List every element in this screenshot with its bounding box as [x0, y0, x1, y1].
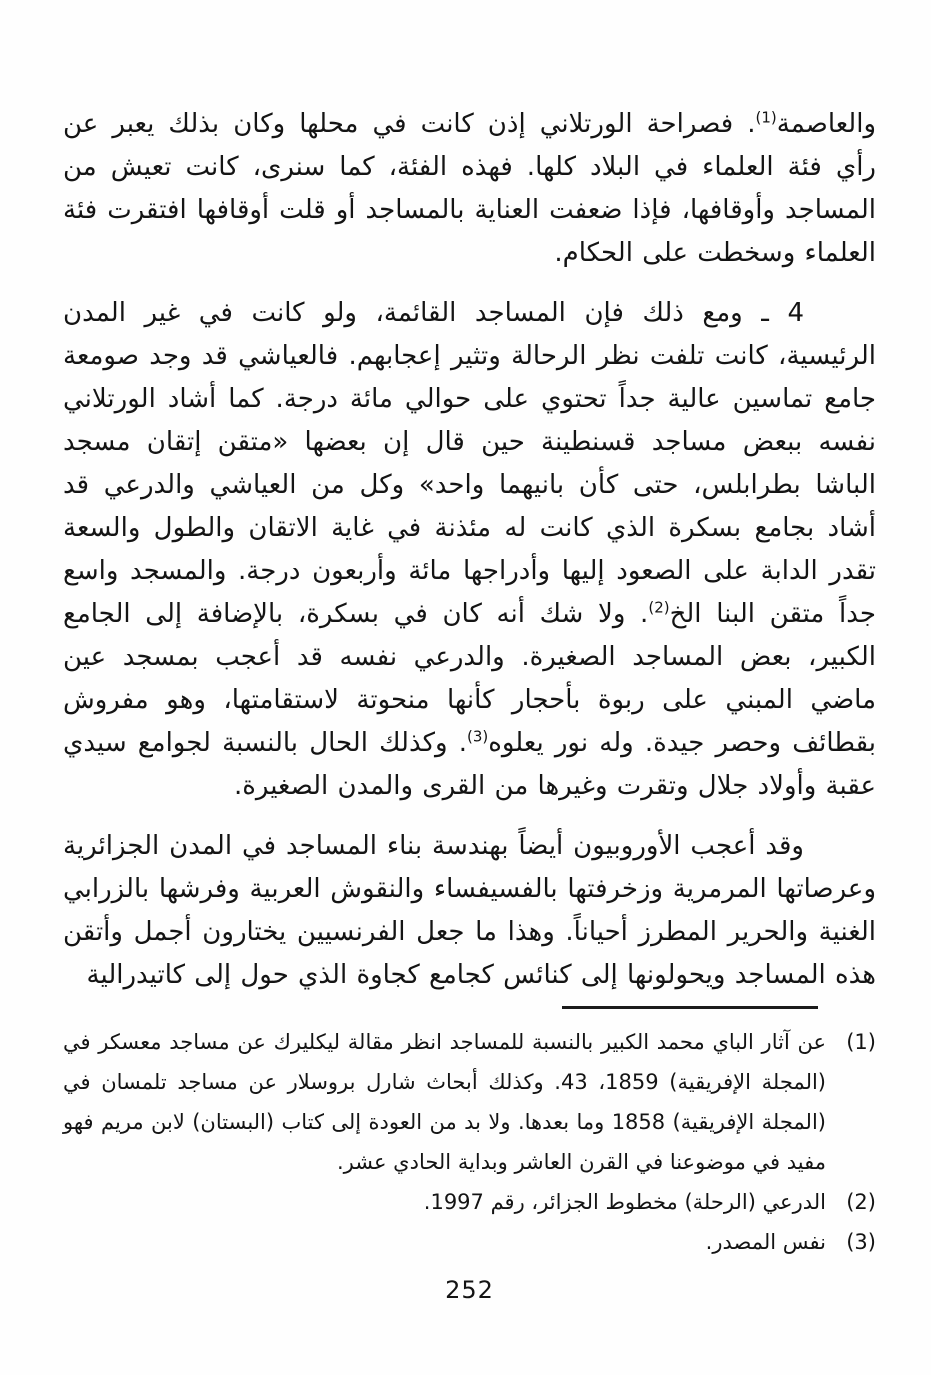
- footnote-1-marker: (1): [846, 1030, 876, 1054]
- footnote-item-2: [63, 1182, 876, 1222]
- paragraph-3: [63, 825, 876, 997]
- footnotes-section: [63, 1022, 876, 1262]
- paragraph-2: [63, 292, 876, 808]
- paragraph-1-opening-word: والعاصمة: [776, 109, 876, 139]
- footnote-1-text: عن آثار الباي محمد الكبير بالنسبة للمساجد انظر مقالة ليكليرك عن مساجد معسكر في (المجلة الإفريقية) 1859، 43. وكذلك أبحاث شارل بروسلار عن مساجد تلمسان في (المجلة الإفريقية) 1858 وما بعدها. ولا بد من العودة إلى كتاب (البستان) لابن مريم فهو مفيد في موضوعنا في القرن العاشر وبداية الحادي عشر.: [63, 1030, 826, 1174]
- footnote-item-3: [63, 1222, 876, 1262]
- footnote-2-marker: (2): [846, 1190, 876, 1214]
- paragraph-2-text-c: . وكذلك الحال بالنسبة لجوامع سيدي عقبة وأولاد جلال وتقرت وغيرها من القرى والمدن الصغيرة.: [63, 728, 876, 801]
- footnote-ref-3: (3): [466, 727, 489, 746]
- paragraph-2-text-b: . ولا شك أنه كان في بسكرة، بالإضافة إلى الجامع الكبير، بعض المساجد الصغيرة. والدرعي نفسه قد أعجب بمسجد عين ماضي المبني على ربوة بأحجار كأنها منحوتة لاستقامتها، وهو مفروش بقطائف وحصر جيدة. وله نور يعلوه: [63, 599, 876, 758]
- footnote-3-text: نفس المصدر.: [705, 1230, 826, 1254]
- paragraph-3-text: وقد أعجب الأوروبيون أيضاً بهندسة بناء المساجد في المدن الجزائرية وعرصاتها المرمرية وزخرفتها بالفسيفساء والنقوش العربية وفرشها بالزرابي الغنية والحرير المطرز أحياناً. وهذا ما جعل الفرنسيين يختارون أجمل وأتقن هذه المساجد ويحولونها إلى كنائس كجامع كجاوة الذي حول إلى كاتيدرالية: [63, 831, 876, 990]
- page-number: 252: [445, 1276, 494, 1304]
- footnote-ref-2: (2): [648, 598, 670, 617]
- footnote-2-text: الدرعي (الرحلة) مخطوط الجزائر، رقم 1997.: [423, 1190, 826, 1214]
- footnote-3-marker: (3): [846, 1230, 876, 1254]
- main-text-block: [63, 103, 876, 997]
- paragraph-2-text-a: 4 ـ ومع ذلك فإن المساجد القائمة، ولو كانت في غير المدن الرئيسية، كانت تلفت نظر الرحالة وتثير إعجابهم. فالعياشي قد وجد صومعة جامع تماسين عالية جداً تحتوي على حوالي مائة درجة. كما أشاد الورتلاني نفسه ببعض مساجد قسنطينة حين قال إن بعضها «متقن إتقان مسجد الباشا بطرابلس، حتى كأن بانيهما واحد» وكل من العياشي والدرعي قد أشاد بجامع بسكرة الذي كانت له مئذنة في غاية الاتقان والطول والسعة تقدر الدابة على الصعود إليها وأدراجها مائة وأربعون درجة. والمسجد واسع جداً متقن البنا الخ: [63, 298, 876, 629]
- footnote-ref-1: (1): [755, 108, 777, 127]
- footnote-separator: [562, 1006, 818, 1009]
- paragraph-1-text: . فصراحة الورتلاني إذن كانت في محلها وكان بذلك يعبر عن رأي فئة العلماء في البلاد كلها. فهذه الفئة، كما سنرى، كانت تعيش من المساجد وأوقافها، فإذا ضعفت العناية بالمساجد أو قلت أوقافها افتقرت فئة العلماء وسخطت على الحكام.: [63, 109, 876, 268]
- footnote-item-1: [63, 1022, 876, 1182]
- paragraph-1: [63, 103, 876, 275]
